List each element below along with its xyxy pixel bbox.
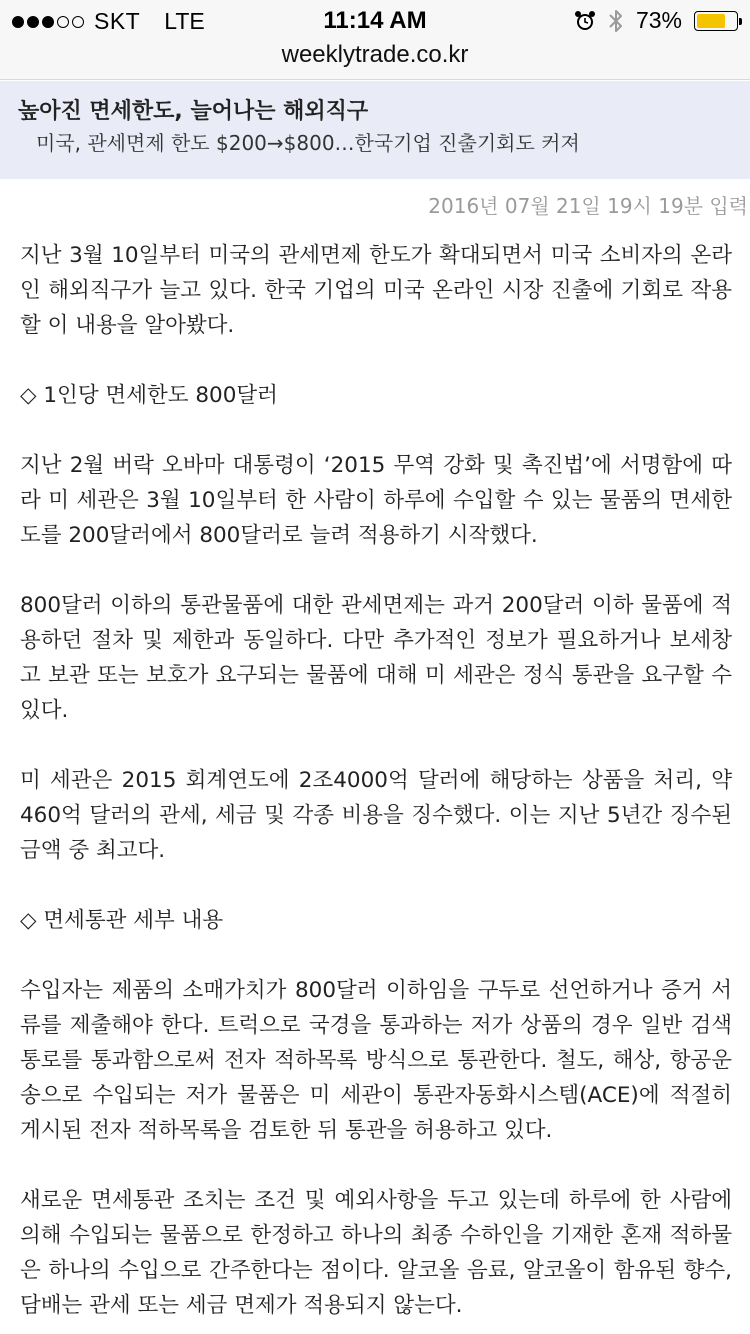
- status-time: 11:14 AM: [323, 7, 427, 34]
- article-header: [0, 81, 750, 179]
- network-type: LTE: [164, 8, 205, 34]
- article-paragraph: 미 세관은 2015 회계연도에 2조4000억 달러에 해당하는 상품을 처리, 약 460억 달러의 관세, 세금 및 각종 비용을 징수했다. 이는 지난 5년간 징수된 금액 중 최고다.: [20, 768, 732, 863]
- alarm-clock-icon: [574, 10, 596, 32]
- article-dateline: 2016년 07월 21일 19시 19분 입력: [428, 194, 748, 218]
- battery-fill: [697, 14, 725, 28]
- battery-percentage: 73%: [635, 7, 682, 33]
- address-bar[interactable]: weeklytrade.co.kr: [281, 41, 469, 68]
- article-paragraph: 새로운 면세통관 조치는 조건 및 예외사항을 두고 있는데 하루에 한 사람에 의해 수입되는 물품으로 한정하고 하나의 최종 수하인을 기재한 혼재 적하물은 하나의 수입으로 간주한다는 점이다. 알코올 음료, 알코올이 함유된 향수, 담배는 관세 또는 세금 면제가 적용되지 않는다.: [20, 1188, 732, 1318]
- browser-chrome: [0, 0, 750, 80]
- article-headline: 높아진 면세한도, 늘어나는 해외직구: [18, 99, 369, 124]
- article-paragraph: 수입자는 제품의 소매가치가 800달러 이하임을 구두로 선언하거나 증거 서류를 제출해야 한다. 트럭으로 국경을 통과하는 저가 상품의 경우 일반 검색통로를 통과함으로써 전자 적하목록 방식으로 통관한다. 철도, 해상, 항공운송으로 수입되는 저가 물품은 미 세관이 통관자동화시스템(ACE)에 적절히 게시된 전자 적하목록을 검토한 뒤 통관을 허용하고 있다.: [20, 978, 732, 1143]
- article-section-heading: ◇ 면세통관 세부 내용: [20, 908, 224, 933]
- article-subheadline: 미국, 관세면제 한도 $200→$800…한국기업 진출기회도 커져: [36, 131, 580, 155]
- status-bar: [0, 0, 750, 40]
- article-paragraph: 지난 3월 10일부터 미국의 관세면제 한도가 확대되면서 미국 소비자의 온라인 해외직구가 늘고 있다. 한국 기업의 미국 온라인 시장 진출에 기회로 작용할 이 내용을 알아봤다.: [20, 243, 732, 338]
- battery-icon: [694, 11, 738, 31]
- article-paragraph: 지난 2월 버락 오바마 대통령이 ‘2015 무역 강화 및 촉진법’에 서명함에 따라 미 세관은 3월 10일부터 한 사람이 하루에 수입할 수 있는 물품의 면세한도를 200달러에서 800달러로 늘려 적용하기 시작했다.: [20, 453, 732, 548]
- bluetooth-icon: [608, 8, 624, 34]
- carrier-name: SKT: [94, 8, 141, 34]
- article-paragraph: 800달러 이하의 통관물품에 대한 관세면제는 과거 200달러 이하 물품에 적용하던 절차 및 제한과 동일하다. 다만 추가적인 정보가 필요하거나 보세창고 보관 또는 보호가 요구되는 물품에 대해 미 세관은 정식 통관을 요구할 수 있다.: [20, 593, 732, 723]
- article-section-heading: ◇ 1인당 면세한도 800달러: [20, 383, 278, 408]
- status-right: [574, 7, 738, 34]
- article-body: [20, 238, 732, 1334]
